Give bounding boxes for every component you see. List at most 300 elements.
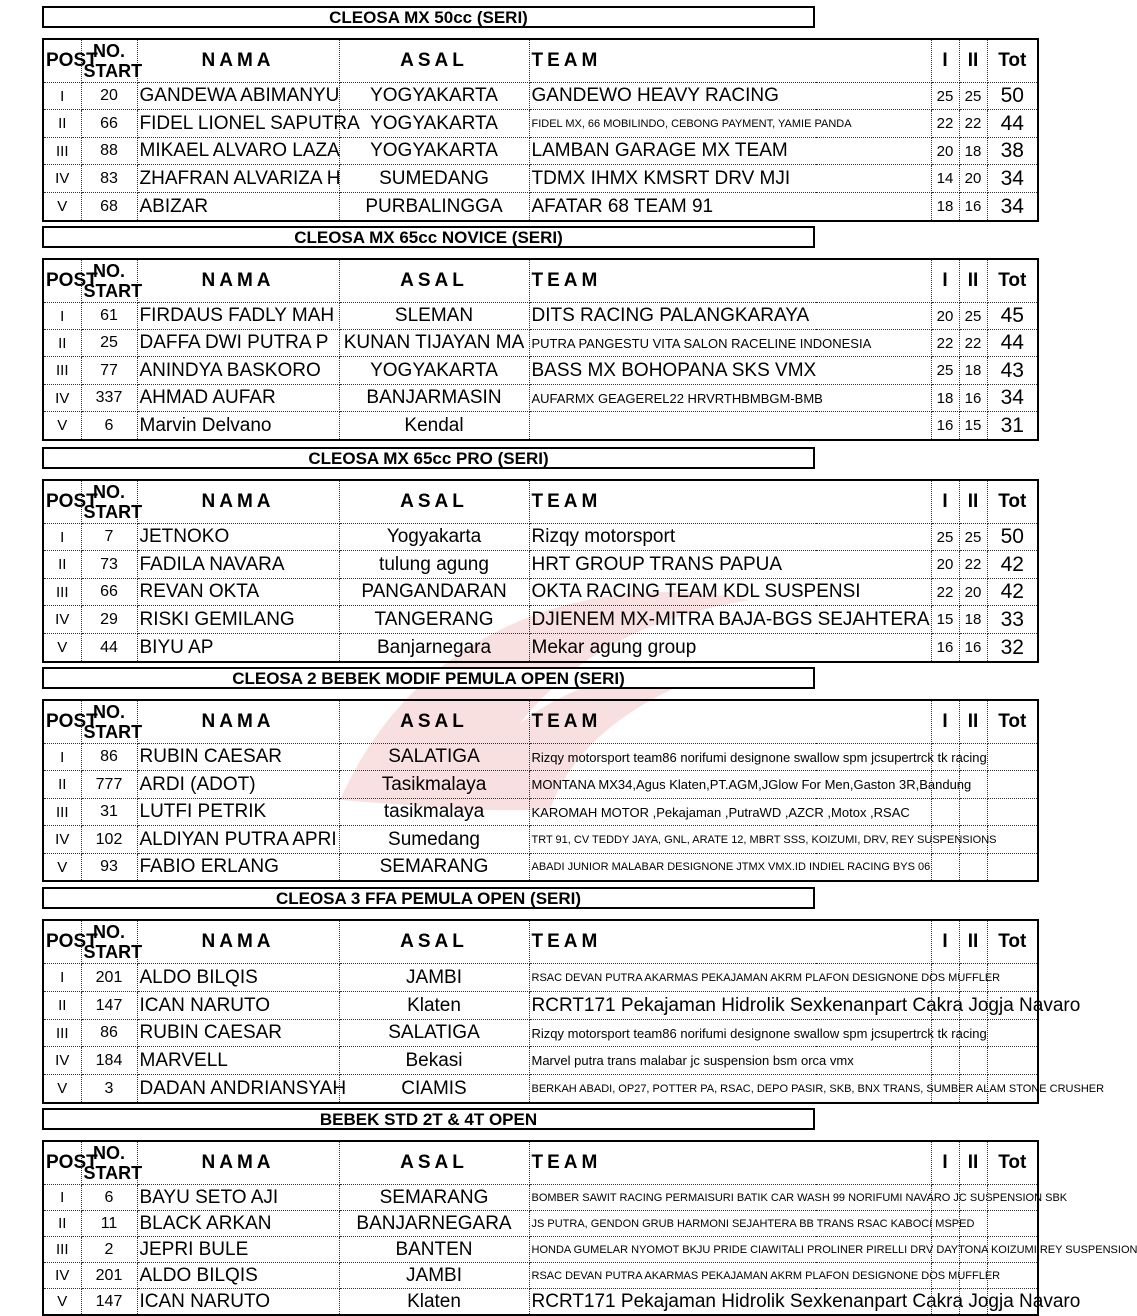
class-title: BEBEK STD 2T & 4T OPEN [42, 1108, 815, 1130]
header-round-1: I [931, 480, 959, 524]
cell-round-2: 25 [959, 524, 987, 551]
cell-origin: SEMARANG [339, 854, 529, 882]
cell-rider-name: RISKI GEMILANG [137, 606, 339, 634]
table-row [43, 606, 1038, 634]
table-row [43, 579, 1038, 606]
cell-start-number: 86 [81, 1020, 137, 1047]
cell-round-1 [931, 854, 959, 882]
cell-total: 44 [987, 110, 1038, 138]
header-asal: ASAL [339, 259, 529, 303]
table-row [43, 83, 1038, 110]
cell-rider-name: Marvin Delvano [137, 412, 339, 441]
header-no-line2: START [83, 61, 143, 81]
header-no-line2: START [83, 281, 143, 301]
cell-total [987, 744, 1038, 771]
table-row [43, 412, 1038, 441]
header-team: TEAM [529, 480, 931, 524]
table-row [43, 1047, 1038, 1075]
header-nama: NAMA [137, 920, 339, 964]
cell-round-2: 16 [959, 193, 987, 222]
cell-position: I [43, 83, 81, 110]
cell-rider-name: ZHAFRAN ALVARIZA H [137, 165, 339, 193]
cell-origin: tulung agung [339, 551, 529, 579]
header-nama: NAMA [137, 39, 339, 83]
cell-start-number: 184 [81, 1047, 137, 1075]
cell-start-number: 6 [81, 1185, 137, 1211]
header-row [43, 259, 1038, 303]
header-no-start [81, 39, 143, 83]
table-row [43, 330, 1038, 357]
header-no-line2: START [83, 942, 143, 962]
table-row [43, 744, 1038, 771]
cell-round-2: 18 [959, 606, 987, 634]
cell-position: IV [43, 165, 81, 193]
cell-start-number: 777 [81, 771, 137, 799]
header-row [43, 920, 1038, 964]
cell-rider-name: FIRDAUS FADLY MAH [137, 303, 339, 330]
table-row [43, 1263, 1038, 1289]
header-asal: ASAL [339, 1141, 529, 1185]
cell-total: 50 [987, 524, 1038, 551]
table-row [43, 992, 1038, 1020]
cell-rider-name: FADILA NAVARA [137, 551, 339, 579]
table-row [43, 193, 1038, 222]
table-row [43, 964, 1038, 992]
header-nama: NAMA [137, 700, 339, 744]
table-row [43, 826, 1038, 854]
cell-origin: SUMEDANG [339, 165, 529, 193]
header-nama: NAMA [137, 1141, 339, 1185]
header-pos: POST [43, 480, 81, 524]
header-row [43, 39, 1038, 83]
header-total: Tot [987, 700, 1038, 744]
class-title: CLEOSA MX 65cc PRO (SERI) [42, 447, 815, 469]
cell-team: BERKAH ABADI, OP27, POTTER PA, RSAC, DEPO PASIR, SKB, BNX TRANS, SUMBER ALAM STONE CRUSHER [529, 1075, 931, 1104]
cell-start-number: 201 [81, 1263, 137, 1289]
cell-team: KAROMAH MOTOR ,Pekajaman ,PutraWD ,AZCR ,Motox ,RSAC [529, 799, 931, 826]
header-no-line1: NO. [92, 922, 125, 942]
header-no-start [81, 700, 143, 744]
cell-round-1: 22 [931, 330, 959, 357]
cell-team: BASS MX BOHOPANA SKS VMX [529, 357, 931, 385]
cell-rider-name: ICAN NARUTO [137, 1289, 339, 1316]
cell-position: II [43, 330, 81, 357]
cell-team: PUTRA PANGESTU VITA SALON RACELINE INDONESIA [529, 330, 931, 357]
cell-position: IV [43, 826, 81, 854]
cell-team: TDMX IHMX KMSRT DRV MJI [529, 165, 931, 193]
cell-rider-name: DAFFA DWI PUTRA P [137, 330, 339, 357]
cell-rider-name: ABIZAR [137, 193, 339, 222]
cell-total [987, 771, 1038, 799]
cell-origin: PANGANDARAN [339, 579, 529, 606]
cell-team: Mekar agung group [529, 634, 931, 663]
cell-start-number: 77 [81, 357, 137, 385]
cell-position: V [43, 1289, 81, 1316]
header-no-line1: NO. [92, 261, 125, 281]
cell-start-number: 31 [81, 799, 137, 826]
results-table [42, 38, 1039, 222]
cell-start-number: 20 [81, 83, 137, 110]
cell-origin: YOGYAKARTA [339, 83, 529, 110]
cell-position: I [43, 964, 81, 992]
table-row [43, 524, 1038, 551]
results-table [42, 258, 1039, 441]
cell-team: BOMBER SAWIT RACING PERMAISURI BATIK CAR WASH 99 NORIFUMI NAVARO JC SUSPENSION SBK [529, 1185, 931, 1211]
class-title: CLEOSA MX 65cc NOVICE (SERI) [42, 226, 815, 248]
cell-rider-name: MARVELL [137, 1047, 339, 1075]
cell-round-1 [931, 799, 959, 826]
cell-team: Rizqy motorsport team86 norifumi designone swallow spm jcsupertrck tk racing [529, 1020, 931, 1047]
table-row [43, 357, 1038, 385]
header-nama: NAMA [137, 259, 339, 303]
cell-origin: YOGYAKARTA [339, 357, 529, 385]
cell-round-1: 16 [931, 634, 959, 663]
table-row [43, 1020, 1038, 1047]
cell-total [987, 1020, 1038, 1047]
cell-round-2: 16 [959, 385, 987, 412]
cell-position: IV [43, 385, 81, 412]
cell-total: 34 [987, 385, 1038, 412]
cell-rider-name: JEPRI BULE [137, 1237, 339, 1263]
cell-position: I [43, 524, 81, 551]
cell-total: 34 [987, 193, 1038, 222]
cell-start-number: 29 [81, 606, 137, 634]
header-no-line1: NO. [92, 702, 125, 722]
header-round-2: II [959, 39, 987, 83]
cell-position: III [43, 138, 81, 165]
header-nama: NAMA [137, 480, 339, 524]
header-round-2: II [959, 700, 987, 744]
cell-round-2 [959, 854, 987, 882]
header-total: Tot [987, 1141, 1038, 1185]
results-table [42, 919, 1105, 1104]
cell-origin: KUNAN TIJAYAN MA [339, 330, 529, 357]
cell-origin: Tasikmalaya [339, 771, 529, 799]
cell-position: III [43, 1020, 81, 1047]
results-table [42, 699, 1039, 882]
cell-position: IV [43, 606, 81, 634]
header-pos: POST [43, 920, 81, 964]
results-table [42, 1140, 1137, 1316]
header-total: Tot [987, 39, 1038, 83]
cell-position: III [43, 1237, 81, 1263]
cell-rider-name: ARDI (ADOT) [137, 771, 339, 799]
cell-team: Rizqy motorsport [529, 524, 931, 551]
cell-team: AUFARMX GEAGEREL22 HRVRTHBMBGM-BMB [529, 385, 931, 412]
cell-round-1: 22 [931, 579, 959, 606]
cell-rider-name: DADAN ANDRIANSYAH [137, 1075, 339, 1104]
cell-total: 32 [987, 634, 1038, 663]
header-round-1: I [931, 920, 959, 964]
cell-team: OKTA RACING TEAM KDL SUSPENSI [529, 579, 931, 606]
cell-team: AFATAR 68 TEAM 91 [529, 193, 931, 222]
cell-total: 38 [987, 138, 1038, 165]
cell-round-2: 18 [959, 357, 987, 385]
cell-round-1: 25 [931, 524, 959, 551]
header-team: TEAM [529, 259, 931, 303]
cell-round-2: 22 [959, 330, 987, 357]
cell-start-number: 86 [81, 744, 137, 771]
cell-origin: tasikmalaya [339, 799, 529, 826]
cell-position: I [43, 744, 81, 771]
header-round-2: II [959, 1141, 987, 1185]
results-table [42, 479, 1039, 663]
cell-rider-name: ALDIYAN PUTRA APRI [137, 826, 339, 854]
header-pos: POST [43, 259, 81, 303]
header-no-start [81, 480, 143, 524]
header-asal: ASAL [339, 700, 529, 744]
cell-round-2: 16 [959, 634, 987, 663]
table-row [43, 551, 1038, 579]
cell-rider-name: BAYU SETO AJI [137, 1185, 339, 1211]
cell-total: 44 [987, 330, 1038, 357]
cell-team: TRT 91, CV TEDDY JAYA, GNL, ARATE 12, MBRT SSS, KOIZUMI, DRV, REY SUSPENSIONS [529, 826, 931, 854]
header-no-line1: NO. [92, 1143, 125, 1163]
header-total: Tot [987, 480, 1038, 524]
cell-origin: JAMBI [339, 964, 529, 992]
cell-start-number: 2 [81, 1237, 137, 1263]
cell-round-2: 20 [959, 579, 987, 606]
cell-total: 34 [987, 165, 1038, 193]
table-row [43, 1211, 1038, 1237]
table-row [43, 854, 1038, 882]
table-row [43, 138, 1038, 165]
cell-origin: BANJARMASIN [339, 385, 529, 412]
cell-round-1: 16 [931, 412, 959, 441]
cell-round-1: 20 [931, 551, 959, 579]
cell-round-1: 14 [931, 165, 959, 193]
header-no-line2: START [83, 502, 143, 522]
table-row [43, 303, 1038, 330]
cell-round-1: 20 [931, 138, 959, 165]
cell-origin: SALATIGA [339, 1020, 529, 1047]
header-no-start [81, 1141, 143, 1185]
header-team: TEAM [529, 1141, 931, 1185]
header-pos: POST [43, 700, 81, 744]
table-row [43, 165, 1038, 193]
header-pos: POST [43, 1141, 81, 1185]
cell-position: I [43, 303, 81, 330]
cell-start-number: 93 [81, 854, 137, 882]
header-no-line1: NO. [92, 482, 125, 502]
header-pos: POST [43, 39, 81, 83]
cell-start-number: 83 [81, 165, 137, 193]
cell-round-1 [931, 1047, 959, 1075]
cell-round-2 [959, 799, 987, 826]
cell-origin: Yogyakarta [339, 524, 529, 551]
cell-team [529, 412, 931, 441]
table-row [43, 1237, 1038, 1263]
cell-rider-name: BIYU AP [137, 634, 339, 663]
cell-round-1: 20 [931, 303, 959, 330]
header-no-start [81, 259, 143, 303]
cell-start-number: 147 [81, 1289, 137, 1316]
header-row [43, 700, 1038, 744]
cell-rider-name: FIDEL LIONEL SAPUTRA [137, 110, 339, 138]
cell-team: FIDEL MX, 66 MOBILINDO, CEBONG PAYMENT, YAMIE PANDA [529, 110, 931, 138]
header-asal: ASAL [339, 39, 529, 83]
cell-round-2: 22 [959, 551, 987, 579]
table-row [43, 385, 1038, 412]
cell-origin: TANGERANG [339, 606, 529, 634]
cell-origin: Kendal [339, 412, 529, 441]
cell-start-number: 88 [81, 138, 137, 165]
cell-total: 45 [987, 303, 1038, 330]
cell-total [987, 854, 1038, 882]
cell-total: 50 [987, 83, 1038, 110]
cell-position: II [43, 992, 81, 1020]
cell-position: V [43, 193, 81, 222]
header-asal: ASAL [339, 480, 529, 524]
cell-team: DJIENEM MX-MITRA BAJA-BGS SEJAHTERA [529, 606, 931, 634]
cell-origin: PURBALINGGA [339, 193, 529, 222]
cell-team: HONDA GUMELAR NYOMOT BKJU PRIDE CIAWITALI PROLINER PIRELLI DRV DAYTONA KOIZUMI REY SUSPENSION [529, 1237, 931, 1263]
cell-rider-name: ICAN NARUTO [137, 992, 339, 1020]
cell-rider-name: ALDO BILQIS [137, 964, 339, 992]
cell-origin: Bekasi [339, 1047, 529, 1075]
cell-total: 42 [987, 551, 1038, 579]
header-no-line1: NO. [92, 41, 125, 61]
cell-origin: JAMBI [339, 1263, 529, 1289]
header-total: Tot [987, 259, 1038, 303]
cell-origin: Banjarnegara [339, 634, 529, 663]
cell-team: RCRT171 Pekajaman Hidrolik Sexkenanpart Cakra Jogja Navaro [529, 1289, 931, 1316]
cell-rider-name: GANDEWA ABIMANYU [137, 83, 339, 110]
cell-origin: YOGYAKARTA [339, 110, 529, 138]
cell-start-number: 68 [81, 193, 137, 222]
cell-position: III [43, 579, 81, 606]
cell-origin: Sumedang [339, 826, 529, 854]
cell-rider-name: ALDO BILQIS [137, 1263, 339, 1289]
cell-start-number: 201 [81, 964, 137, 992]
cell-start-number: 6 [81, 412, 137, 441]
cell-team: RSAC DEVAN PUTRA AKARMAS PEKAJAMAN AKRM PLAFON DESIGNONE DOS MUFFLER [529, 1263, 931, 1289]
cell-rider-name: RUBIN CAESAR [137, 1020, 339, 1047]
cell-start-number: 73 [81, 551, 137, 579]
cell-start-number: 25 [81, 330, 137, 357]
cell-rider-name: AHMAD AUFAR [137, 385, 339, 412]
cell-round-2: 18 [959, 138, 987, 165]
cell-team: MONTANA MX34,Agus Klaten,PT.AGM,JGlow For Men,Gaston 3R,Bandung [529, 771, 931, 799]
cell-team: HRT GROUP TRANS PAPUA [529, 551, 931, 579]
cell-start-number: 61 [81, 303, 137, 330]
cell-rider-name: JETNOKO [137, 524, 339, 551]
cell-start-number: 66 [81, 579, 137, 606]
header-team: TEAM [529, 920, 931, 964]
cell-team: RSAC DEVAN PUTRA AKARMAS PEKAJAMAN AKRM PLAFON DESIGNONE DOS MUFFLER [529, 964, 931, 992]
cell-position: IV [43, 1047, 81, 1075]
cell-position: III [43, 799, 81, 826]
cell-team: ABADI JUNIOR MALABAR DESIGNONE JTMX VMX.ID INDIEL RACING BYS 06 [529, 854, 931, 882]
header-asal: ASAL [339, 920, 529, 964]
cell-origin: YOGYAKARTA [339, 138, 529, 165]
cell-round-2 [959, 1047, 987, 1075]
header-team: TEAM [529, 700, 931, 744]
cell-total: 33 [987, 606, 1038, 634]
cell-origin: Klaten [339, 1289, 529, 1316]
table-row [43, 799, 1038, 826]
cell-origin: SLEMAN [339, 303, 529, 330]
cell-rider-name: BLACK ARKAN [137, 1211, 339, 1237]
class-title: CLEOSA MX 50cc (SERI) [42, 6, 815, 28]
cell-round-1: 25 [931, 357, 959, 385]
cell-total: 31 [987, 412, 1038, 441]
cell-position: II [43, 110, 81, 138]
cell-total: 42 [987, 579, 1038, 606]
header-round-2: II [959, 920, 987, 964]
header-row [43, 480, 1038, 524]
cell-start-number: 7 [81, 524, 137, 551]
cell-round-2: 25 [959, 303, 987, 330]
cell-round-2: 25 [959, 83, 987, 110]
cell-round-1: 22 [931, 110, 959, 138]
cell-total [987, 799, 1038, 826]
cell-start-number: 147 [81, 992, 137, 1020]
cell-start-number: 66 [81, 110, 137, 138]
cell-start-number: 3 [81, 1075, 137, 1104]
cell-position: IV [43, 1263, 81, 1289]
cell-position: III [43, 357, 81, 385]
cell-position: V [43, 854, 81, 882]
header-row [43, 1141, 1038, 1185]
cell-team: JS PUTRA, GENDON GRUB HARMONI SEJAHTERA BB TRANS RSAC KABOCI MSPED [529, 1211, 931, 1237]
table-row [43, 771, 1038, 799]
cell-origin: SEMARANG [339, 1185, 529, 1211]
cell-position: V [43, 412, 81, 441]
header-round-2: II [959, 259, 987, 303]
cell-team: Marvel putra trans malabar jc suspension bsm orca vmx [529, 1047, 931, 1075]
table-row [43, 634, 1038, 663]
cell-round-1: 25 [931, 83, 959, 110]
cell-origin: Klaten [339, 992, 529, 1020]
cell-position: V [43, 1075, 81, 1104]
cell-rider-name: FABIO ERLANG [137, 854, 339, 882]
header-total: Tot [987, 920, 1038, 964]
cell-origin: SALATIGA [339, 744, 529, 771]
cell-total: 43 [987, 357, 1038, 385]
cell-round-1: 15 [931, 606, 959, 634]
cell-position: II [43, 1211, 81, 1237]
header-no-line2: START [83, 1163, 143, 1183]
cell-rider-name: RUBIN CAESAR [137, 744, 339, 771]
class-title: CLEOSA 3 FFA PEMULA OPEN (SERI) [42, 887, 815, 909]
table-row [43, 1185, 1038, 1211]
cell-rider-name: REVAN OKTA [137, 579, 339, 606]
cell-start-number: 102 [81, 826, 137, 854]
cell-round-1: 18 [931, 193, 959, 222]
cell-team: DITS RACING PALANGKARAYA [529, 303, 931, 330]
cell-rider-name: ANINDYA BASKORO [137, 357, 339, 385]
table-row [43, 110, 1038, 138]
class-title: CLEOSA 2 BEBEK MODIF PEMULA OPEN (SERI) [42, 667, 815, 689]
header-no-start [81, 920, 143, 964]
cell-round-2: 20 [959, 165, 987, 193]
header-round-1: I [931, 700, 959, 744]
cell-team: RCRT171 Pekajaman Hidrolik Sexkenanpart Cakra Jogja Navaro [529, 992, 931, 1020]
cell-round-2: 15 [959, 412, 987, 441]
cell-team: LAMBAN GARAGE MX TEAM [529, 138, 931, 165]
cell-rider-name: MIKAEL ALVARO LAZA [137, 138, 339, 165]
header-team: TEAM [529, 39, 931, 83]
cell-position: I [43, 1185, 81, 1211]
cell-start-number: 337 [81, 385, 137, 412]
cell-start-number: 44 [81, 634, 137, 663]
cell-position: V [43, 634, 81, 663]
cell-position: II [43, 551, 81, 579]
cell-origin: BANTEN [339, 1237, 529, 1263]
cell-total [987, 1047, 1038, 1075]
cell-position: II [43, 771, 81, 799]
